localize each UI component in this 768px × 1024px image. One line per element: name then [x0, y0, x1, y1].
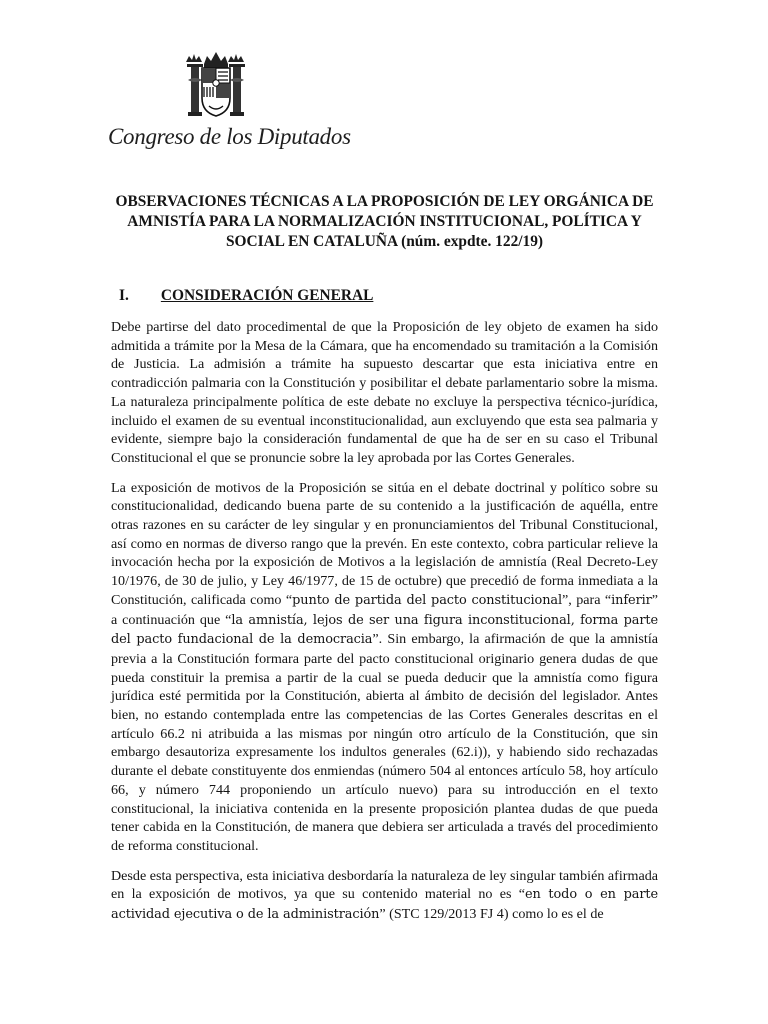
paragraph-2 [111, 479, 658, 856]
paragraph-3-text-a: Desde esta perspectiva, esta iniciativa desbordaría la naturaleza de ley singular también afirmada en la exposición de motivos, ya que su contenido material no es “ [111, 867, 658, 903]
quote-punto-de-partida: punto de partida del pacto constitucional [292, 592, 563, 608]
section-number: I. [119, 287, 129, 304]
paragraph-2-text-b: ”, para “ [562, 591, 612, 608]
quote-inferir: inferir [611, 592, 652, 608]
paragraph-3 [111, 867, 658, 925]
document-title [111, 192, 658, 252]
paragraph-1: Debe partirse del dato procedimental de que la Proposición de ley objeto de examen ha sido admitida a trámite por la Mesa de la Cámara, que ha encomendado su tramitación a la Comisión de Justicia. La admisión a trámite ha supuesto descartar que esta iniciativa entre en contradicción palmaria con la Constitución y posibilitar el debate parlamentario sobre la misma. La naturaleza principalmente política de este debate no excluye la perspectiva técnico-jurídica, incluido el examen de su eventual inconstitucionalidad, aun excluyendo que esta sea palmaria y evidente, siempre bajo la consideración fundamental de que ha de ser en su caso el Tribunal Constitucional el que se pronuncie sobre la ley aprobada por las Cortes Generales. [111, 319, 658, 466]
quote-amnistia: la amnistía, lejos de ser una figura inconstitucional, forma parte del pacto fundacional de la democracia [111, 612, 658, 648]
paragraph-3-text-b: ” (STC 129/2013 FJ 4) como lo es el de [379, 906, 604, 923]
document-title-expediente: (núm. expdte. 122/19) [401, 233, 544, 250]
coat-of-arms-icon [178, 50, 254, 126]
paragraph-2-text-c: ” a continuación que “ [111, 591, 658, 628]
document-title-main: OBSERVACIONES TÉCNICAS A LA PROPOSICIÓN DE LEY ORGÁNICA DE AMNISTÍA PARA LA NORMALIZACIÓN INSTITUCIONAL, POLÍTICA Y SOCIAL EN CATALUÑA [115, 193, 654, 250]
document-body [111, 318, 658, 936]
paragraph-2-text-a: La exposición de motivos de la Proposición se sitúa en el debate doctrinal y político sobre su constitucionalidad, dedicando buena parte de su contenido a la justificación de aquélla, entre otras razones en su carácter de ley singular y en pronunciamientos del Tribunal Constitucional, así como en normas de diverso rango que la prevén. En este contexto, cobra particular relieve la invocación hecha por la exposición de Motivos a la legislación de amnistía (Real Decreto-Ley 10/1976, de 30 de julio, y Ley 46/1977, de 15 de octubre) que precedió de forma inmediata a la Constitución, calificada como “ [111, 479, 658, 608]
paragraph-2-text-d: ”. Sin embargo, la afirmación de que la amnistía previa a la Constitución formara parte del pacto constitucional originario genera dudas de que pueda constituir la premisa a partir de la cual se pueda deducir que la amnistía como figura jurídica esté permitida por la Constitución, abierta al ámbito de decisión del legislador. Antes bien, no estando contemplada entre las competencias de las Cortes Generales descritas en el artículo 66.2 ni atribuida a las mismas por ningún otro artículo de la Constitución, que sin embargo desautoriza expresamente los indultos generales (62.i)), y habiendo sido rechazadas durante el debate constituyente dos enmiendas (número 504 al entonces artículo 58, hoy artículo 66, y número 744 proponiendo un artículo nuevo) para su introducción en el texto constitucional, la iniciativa contenida en la presente proposición plantea dudas de que pueda tener cabida en la Constitución, de manera que debiera ser articulada a través del procedimiento de reforma constitucional. [111, 631, 658, 854]
section-title: CONSIDERACIÓN GENERAL [160, 287, 374, 304]
quote-actividad-ejecutiva: en todo o en parte actividad ejecutiva o de la administración [111, 887, 658, 923]
institution-name: Congreso de los Diputados [108, 124, 351, 149]
section-heading [119, 287, 373, 305]
